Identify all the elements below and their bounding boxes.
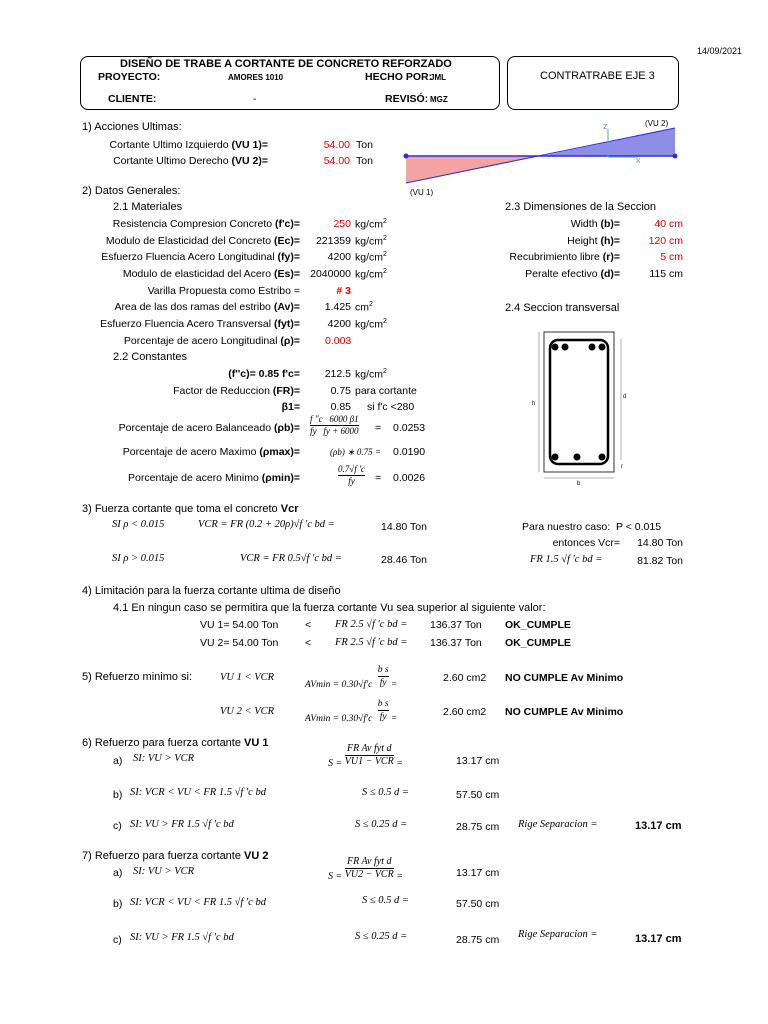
proyecto-label: PROYECTO: (98, 71, 161, 83)
cliente-label: CLIENTE: (108, 93, 157, 105)
hecho-label: HECHO POR: (365, 71, 433, 83)
dim-symbol: (d)= (600, 268, 620, 280)
page-title: DISEÑO DE TRABE A CORTANTE DE CONCRETO REFORZADO (120, 58, 452, 70)
mat-unit: kg/cm (355, 235, 384, 248)
s4-subheading: 4.1 En ningun caso se permitira que la fuerza cortante Vu sea superior al siguiente valor: (113, 602, 546, 614)
s7-a-value: 13.17 cm (456, 867, 500, 879)
s2-section-heading: 2.4 Seccion transversal (505, 302, 620, 314)
vu2-unit: Ton (356, 155, 373, 167)
dim-value: 115 cm (649, 268, 683, 280)
s7-rige-value: 13.17 cm (635, 933, 682, 945)
b1-value: 0.85 (330, 401, 351, 413)
s4-r2-result: OK_CUMPLE (505, 637, 571, 649)
s7-b-value: 57.50 cm (456, 898, 500, 910)
left-node (404, 154, 409, 159)
label-b: b (577, 481, 581, 487)
s3-fr15-formula: FR 1.5 √f ′c bd = (530, 554, 603, 565)
mat-value: 2040000 (310, 268, 351, 280)
mat-label: Porcentaje de acero Longitudinal (123, 335, 278, 347)
s5-r2-cond: VU 2 < VCR (220, 706, 275, 717)
dim-label: Height (567, 235, 598, 247)
element-box (507, 56, 679, 110)
dim-symbol: (r)= (602, 251, 620, 263)
vu2-value: 54.00 (323, 155, 350, 167)
s7-b: b) (113, 898, 123, 910)
mat-label: Modulo de elasticidad del Acero (122, 268, 272, 280)
s6-rige-label: Rige Separacion = (518, 819, 598, 830)
s3-value2: 28.46 Ton (381, 554, 427, 566)
s4-r2-value: 136.37 Ton (430, 637, 482, 649)
s5-r2-value: 2.60 cm2 (443, 706, 487, 718)
vu2-label: Cortante Ultimo Derecho (113, 155, 229, 167)
mat-value: # 3 (336, 285, 351, 297)
pmin-equals: = (375, 472, 382, 484)
axis-z-label: z (603, 121, 608, 131)
s3-then-value: 14.80 Ton (637, 537, 683, 549)
s3-formula1: VCR = FR (0.2 + 20ρ)√f ′c bd = (198, 519, 335, 530)
s4-r1-label: VU 1= 54.00 Ton (200, 619, 279, 631)
vu1-unit: Ton (356, 139, 373, 151)
mat-symbol: (fyt)= (274, 318, 300, 330)
mat-unit-exp: 2 (383, 251, 387, 258)
s5-r1-cond: VU 1 < VCR (220, 672, 275, 683)
s4-r1-lt: < (305, 619, 312, 631)
s4-r1-formula: FR 2.5 √f ′c bd = (335, 619, 408, 630)
element-name: CONTRATRABE EJE 3 (540, 70, 655, 82)
s6-a-value: 13.17 cm (456, 755, 500, 767)
s2-dimensions-heading: 2.3 Dimensiones de la Seccion (505, 201, 657, 213)
dim-symbol: (b)= (600, 218, 620, 230)
rebar-top-2 (562, 344, 569, 351)
rebar-top-1 (552, 344, 559, 351)
fr-symbol: (FR)= (272, 385, 300, 397)
mat-unit: kg/cm (355, 218, 384, 231)
cliente-value: - (253, 93, 257, 105)
pb-formula: f ''c 6000 β1 fy fy + 6000 (310, 414, 359, 436)
s6-b-formula: S ≤ 0.5 d = (362, 787, 409, 798)
reviso-value: MGZ (430, 95, 448, 104)
dim-symbol: (h)= (600, 235, 620, 247)
s6-heading-vu: VU 1 (244, 737, 269, 749)
s3-cond2: SI ρ > 0.015 (112, 553, 165, 564)
s7-a: a) (113, 867, 123, 879)
pmax-formula: (ρb) ∗ 0.75 = (330, 447, 381, 457)
fcc-label: (f''c)= 0.85 f'c= (228, 368, 300, 380)
s3-value1: 14.80 Ton (381, 521, 427, 533)
s4-r2-label: VU 2= 54.00 Ton (200, 637, 279, 649)
s6-rige-value: 13.17 cm (635, 820, 682, 832)
fcc-value: 212.5 (324, 368, 351, 380)
s7-c-cond: SI: VU > FR 1.5 √f ′c bd (130, 932, 234, 943)
s6-b-value: 57.50 cm (456, 789, 500, 801)
dim-label: Peralte efectivo (525, 268, 598, 280)
rebar-bottom-2 (574, 454, 581, 461)
s7-a-cond: SI: VU > VCR (133, 866, 195, 877)
fr-note: para cortante (355, 385, 417, 397)
report-date: 14/09/2021 (696, 46, 742, 56)
right-node (673, 154, 678, 159)
s7-rige-label: Rige Separacion = (518, 929, 598, 940)
label-h: h (532, 401, 536, 407)
vu1-label: Cortante Ultimo Izquierdo (109, 139, 229, 151)
s6-c-formula: S ≤ 0.25 d = (355, 819, 408, 830)
mat-label: Modulo de Elasticidad del Concreto (105, 235, 272, 247)
mat-symbol: (fy)= (277, 251, 300, 263)
b1-label: β1= (281, 401, 300, 413)
mat-symbol: (f'c)= (275, 218, 300, 230)
mat-unit-exp: 2 (369, 301, 373, 308)
s7-b-formula: S ≤ 0.5 d = (362, 895, 409, 906)
diagram-vu2-label: (VU 2) (645, 119, 669, 128)
s6-c: c) (113, 820, 122, 832)
stirrup (550, 340, 608, 464)
s7-c-value: 28.75 cm (456, 934, 500, 946)
pmax-value: 0.0190 (393, 446, 426, 458)
fr-label: Factor de Reduccion (173, 385, 270, 397)
s4-heading: 4) Limitación para la fuerza cortante ultima de diseño (82, 585, 341, 597)
b1-note: si f'c <280 (367, 401, 415, 413)
s7-b-cond: SI: VCR < VU < FR 1.5 √f ′c bd (130, 897, 266, 908)
mat-unit: kg/cm (355, 251, 384, 264)
s6-a: a) (113, 755, 123, 767)
s4-r1-result: OK_CUMPLE (505, 619, 571, 631)
diagram-vu1-label: (VU 1) (410, 188, 434, 197)
mat-label: Varilla Propuesta como Estribo = (147, 285, 300, 297)
s6-a-formula: S = FR Av fyt d VU1 − VCR = (328, 743, 403, 769)
mat-symbol: (ρ)= (280, 335, 300, 347)
rebar-bottom-1 (552, 454, 559, 461)
hecho-value: JML (430, 73, 446, 82)
s4-r2-formula: FR 2.5 √f ′c bd = (335, 637, 408, 648)
mat-symbol: (Es)= (274, 268, 300, 280)
mat-unit: cm (355, 301, 369, 314)
proyecto-value: AMORES 1010 (228, 73, 284, 82)
s4-r1-value: 136.37 Ton (430, 619, 482, 631)
mat-unit-exp: 2 (383, 318, 387, 325)
label-r: r (621, 464, 623, 470)
s7-heading-vu: VU 2 (244, 850, 269, 862)
s4-r2-lt: < (305, 637, 312, 649)
label-d: d (623, 394, 627, 400)
mat-label: Esfuerzo Fluencia Acero Longitudinal (101, 251, 275, 263)
mat-unit-exp: 2 (383, 218, 387, 225)
s5-heading: 5) Refuerzo minimo si: (82, 671, 193, 683)
mat-unit: kg/cm (355, 268, 384, 281)
mat-label: Esfuerzo Fluencia Acero Transversal (100, 318, 272, 330)
mat-value: 221359 (315, 235, 351, 247)
dim-value: 5 cm (660, 251, 683, 263)
s3-heading-symbol: Vcr (280, 503, 299, 515)
fr-value: 0.75 (330, 385, 351, 397)
s3-heading: 3) Fuerza cortante que toma el concreto (82, 503, 278, 515)
s7-heading: 7) Refuerzo para fuerza cortante (82, 850, 241, 862)
s6-a-cond: SI: VU > VCR (133, 753, 195, 764)
s6-c-value: 28.75 cm (456, 821, 500, 833)
mat-symbol: (Av)= (273, 301, 300, 313)
mat-value: 4200 (327, 251, 351, 263)
s1-heading: 1) Acciones Ultimas: (82, 121, 182, 133)
s7-c-formula: S ≤ 0.25 d = (355, 931, 408, 942)
s3-cond1: SI ρ < 0.015 (112, 519, 165, 530)
s6-b: b) (113, 789, 123, 801)
vu1-symbol: (VU 1)= (231, 139, 268, 151)
cross-section-drawing (530, 328, 640, 488)
s7-a-formula: S = FR Av fyt d VU2 − VCR = (328, 856, 403, 882)
s5-r2-result: NO CUMPLE Av Minimo (505, 706, 624, 718)
pmin-symbol: (ρmin)= (261, 472, 300, 484)
s5-r1-value: 2.60 cm2 (443, 672, 487, 684)
mat-label: Area de las dos ramas del estribo (114, 301, 271, 313)
mat-unit: kg/cm (355, 318, 384, 331)
s5-r1-formula: AVmin = 0.30√f′c $\frac{\text{b s}}{fy}$ = (305, 665, 398, 690)
section-outline (544, 332, 614, 472)
vu2-symbol: (VU 2)= (231, 155, 268, 167)
pb-symbol: (ρb)= (273, 422, 300, 434)
s2-heading: 2) Datos Generales: (82, 185, 181, 197)
rebar-top-3 (589, 344, 596, 351)
s3-formula2: VCR = FR 0.5√f ′c bd = (240, 553, 342, 564)
s2-constants-heading: 2.2 Constantes (113, 351, 187, 363)
pb-label: Porcentaje de acero Balanceado (118, 422, 272, 434)
fcc-unit: kg/cm (355, 368, 384, 381)
reviso-label: REVISÓ: (385, 93, 429, 105)
pmin-formula: 0.7√f ′c fy (338, 464, 365, 486)
mat-label: Resistencia Compresion Concreto (112, 218, 273, 230)
dim-value: 40 cm (654, 218, 683, 230)
s5-r1-result: NO CUMPLE Av Minimo (505, 672, 624, 684)
shear-diagram (400, 115, 690, 200)
dim-value: 120 cm (648, 235, 683, 247)
s5-r2-formula: AVmin = 0.30√f′c $\frac{\text{b s}}{fy}$ = (305, 699, 398, 724)
s3-case-cond: P < 0.015 (615, 521, 662, 533)
s2-materials-heading: 2.1 Materiales (113, 201, 183, 213)
pb-equals: = (375, 422, 382, 434)
mat-value: 4200 (327, 318, 351, 330)
dim-label: Width (570, 218, 598, 230)
mat-symbol: (Ec)= (274, 235, 300, 247)
s3-then-label: entonces Vcr= (552, 537, 620, 549)
pmin-label: Porcentaje de acero Minimo (128, 472, 259, 484)
rebar-top-4 (599, 344, 606, 351)
mat-unit-exp: 2 (383, 268, 387, 275)
pmax-symbol: (ρmax)= (259, 446, 300, 458)
mat-value: 250 (333, 218, 351, 230)
s6-c-cond: SI: VU > FR 1.5 √f ′c bd (130, 819, 234, 830)
axis-x-label: x (636, 155, 641, 165)
vu1-value: 54.00 (323, 139, 350, 151)
s6-heading: 6) Refuerzo para fuerza cortante (82, 737, 241, 749)
s6-b-cond: SI: VCR < VU < FR 1.5 √f ′c bd (130, 787, 266, 798)
dim-label: Recubrimiento libre (509, 251, 600, 263)
mat-unit-exp: 2 (383, 235, 387, 242)
pb-value: 0.0253 (393, 422, 426, 434)
mat-value: 0.003 (325, 335, 352, 347)
rebar-bottom-3 (599, 454, 606, 461)
s7-c: c) (113, 934, 122, 946)
pmax-label: Porcentaje de acero Maximo (122, 446, 257, 458)
s3-case-label: Para nuestro caso: (522, 521, 611, 533)
s3-fr15-value: 81.82 Ton (637, 555, 683, 567)
mat-value: 1.425 (324, 301, 351, 313)
pmin-value: 0.0026 (393, 472, 426, 484)
